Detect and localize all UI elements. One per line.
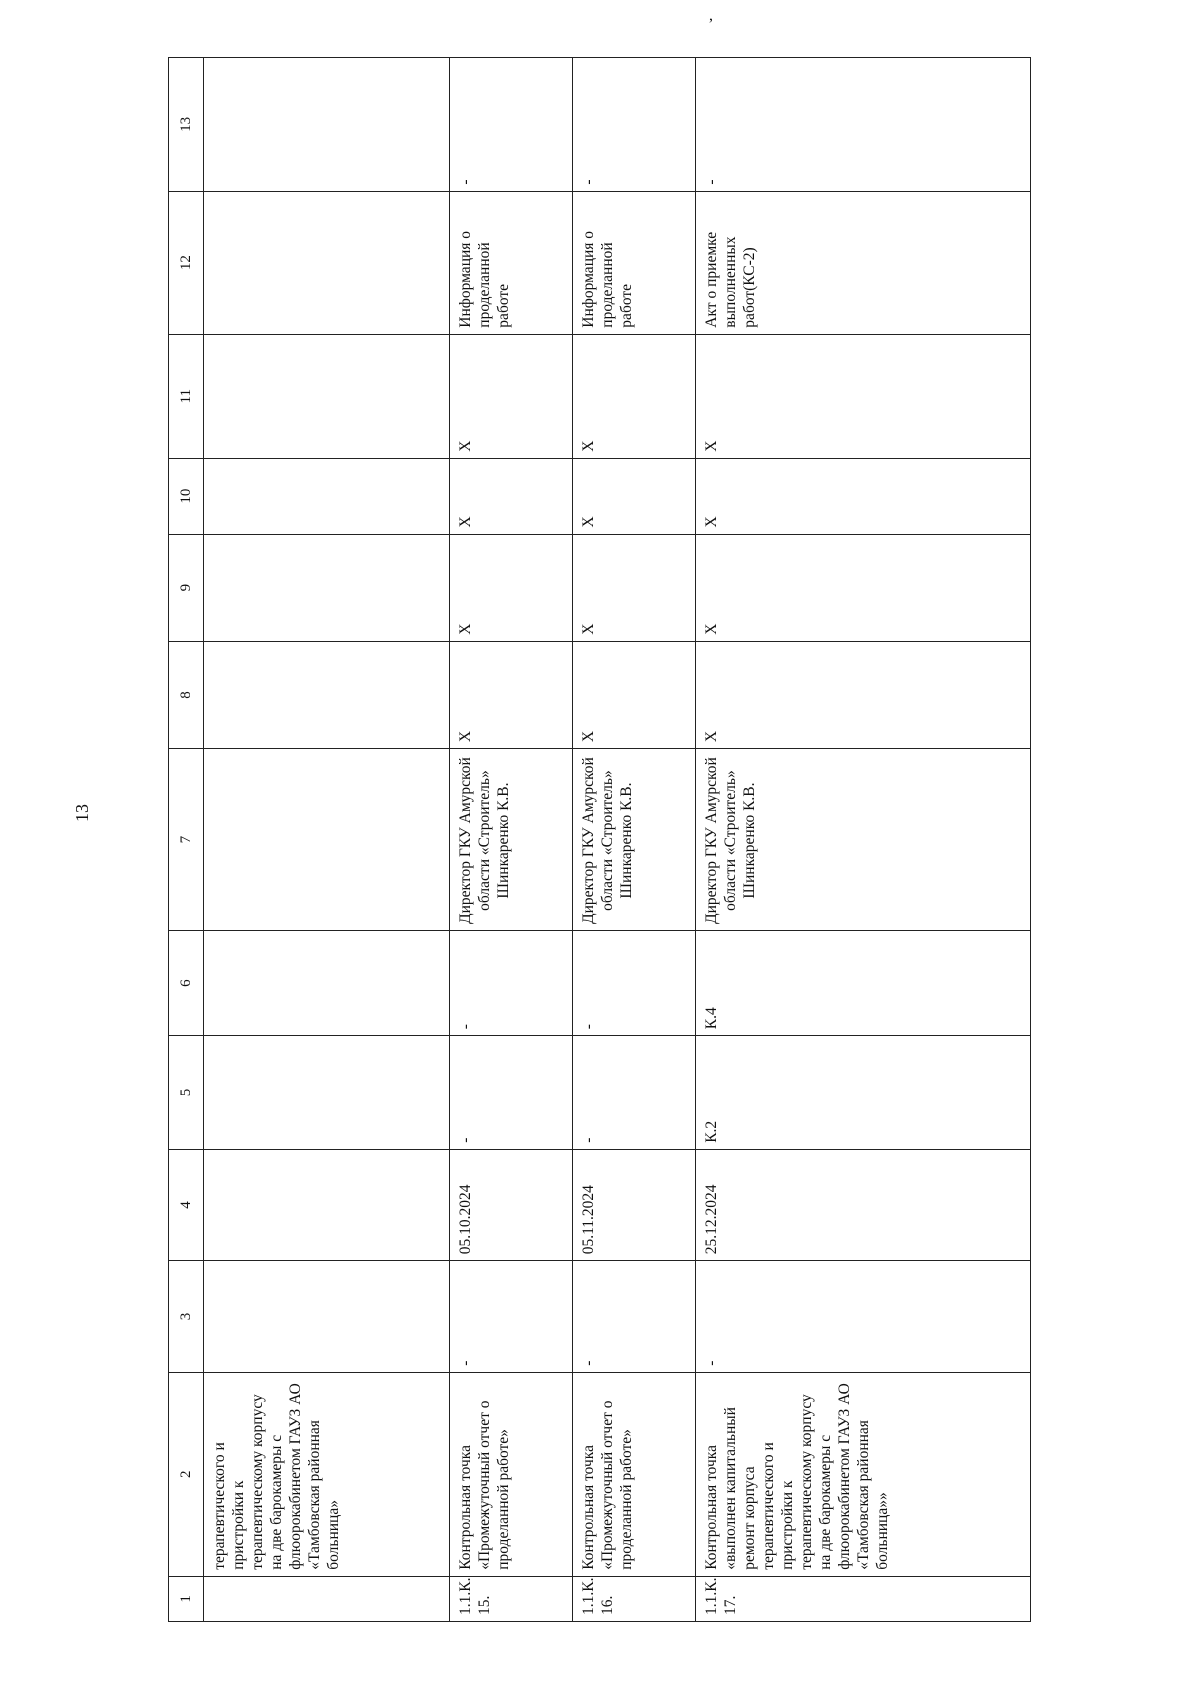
table-cell: - xyxy=(696,1261,1031,1372)
date-cell: 05.11.2024 xyxy=(573,1149,696,1260)
table-cell: X xyxy=(573,641,696,748)
table-cell: - xyxy=(450,931,573,1036)
table-cell: - xyxy=(450,58,573,192)
table-cell: X xyxy=(450,641,573,748)
table-cell: - xyxy=(450,1036,573,1150)
table-cell: X xyxy=(696,641,1031,748)
date-cell: 25.12.2024 xyxy=(696,1149,1031,1260)
header-cell: 5 xyxy=(169,1036,204,1150)
table-cell: - xyxy=(450,1261,573,1372)
table-cell: X xyxy=(696,534,1031,641)
table-row xyxy=(573,58,696,1622)
scan-mark: , xyxy=(709,7,713,24)
header-cell: 9 xyxy=(169,534,204,641)
table-cell: X xyxy=(573,334,696,458)
table-cell xyxy=(204,1261,450,1372)
responsible-cell xyxy=(204,749,450,931)
table-row xyxy=(204,58,450,1622)
table-cell: - xyxy=(573,1261,696,1372)
table-cell: X xyxy=(573,534,696,641)
control-points-table xyxy=(168,57,1031,1622)
table-cell: X xyxy=(450,334,573,458)
row-number-cell xyxy=(204,1576,450,1621)
table-cell: X xyxy=(450,534,573,641)
table-row xyxy=(450,58,573,1622)
table-row xyxy=(696,58,1031,1622)
responsible-cell: Директор ГКУ Амурской области «Строитель» Шинкаренко К.В. xyxy=(573,749,696,931)
table-cell: X xyxy=(696,334,1031,458)
table-cell xyxy=(204,458,450,534)
table-cell xyxy=(204,1036,450,1150)
row-number-cell: 1.1.К. 16. xyxy=(573,1576,696,1621)
description-cell: Контрольная точка «Промежуточный отчет о проделанной работе» xyxy=(573,1372,696,1576)
header-cell: 2 xyxy=(169,1372,204,1576)
table-cell xyxy=(204,58,450,192)
table-cell: X xyxy=(450,458,573,534)
document-cell xyxy=(204,191,450,334)
responsible-cell: Директор ГКУ Амурской области «Строитель» Шинкаренко К.В. xyxy=(696,749,1031,931)
responsible-cell: Директор ГКУ Амурской области «Строитель» Шинкаренко К.В. xyxy=(450,749,573,931)
header-cell: 6 xyxy=(169,931,204,1036)
date-cell: 05.10.2024 xyxy=(450,1149,573,1260)
table-cell: - xyxy=(696,58,1031,192)
row-number-cell: 1.1.К. 15. xyxy=(450,1576,573,1621)
header-cell: 13 xyxy=(169,58,204,192)
header-cell: 4 xyxy=(169,1149,204,1260)
table-cell xyxy=(204,931,450,1036)
header-cell: 1 xyxy=(169,1576,204,1621)
description-cell: Контрольная точка «Промежуточный отчет о проделанной работе» xyxy=(450,1372,573,1576)
header-cell: 8 xyxy=(169,641,204,748)
document-cell: Информация о проделанной работе xyxy=(450,191,573,334)
header-row xyxy=(169,58,204,1622)
table-cell: - xyxy=(573,58,696,192)
table-cell: X xyxy=(573,458,696,534)
table-cell xyxy=(204,641,450,748)
description-cell: терапевтического и пристройки к терапевтическому корпусу на две барокамеры с флюорокабинетом ГАУЗ АО «Тамбовская районная больница» xyxy=(204,1372,450,1576)
page-number: 13 xyxy=(72,804,92,822)
table-cell: - xyxy=(573,931,696,1036)
rotated-table-container xyxy=(168,57,1095,1622)
row-number-cell: 1.1.К. 17. xyxy=(696,1576,1031,1621)
table-cell: К.2 xyxy=(696,1036,1031,1150)
table-cell xyxy=(204,334,450,458)
header-cell: 11 xyxy=(169,334,204,458)
description-cell: Контрольная точка «выполнен капитальный ремонт корпуса терапевтического и пристройки к терапевтическому корпусу на две барокамеры с флюорокабинетом ГАУЗ АО «Тамбовская районная больница»» xyxy=(696,1372,1031,1576)
header-cell: 12 xyxy=(169,191,204,334)
table-frame xyxy=(168,57,1095,1622)
table-cell: - xyxy=(573,1036,696,1150)
document-cell: Акт о приемке выполненных работ(КС-2) xyxy=(696,191,1031,334)
document-cell: Информация о проделанной работе xyxy=(573,191,696,334)
header-cell: 3 xyxy=(169,1261,204,1372)
table-cell xyxy=(204,534,450,641)
table-cell: X xyxy=(696,458,1031,534)
date-cell xyxy=(204,1149,450,1260)
header-cell: 10 xyxy=(169,458,204,534)
header-cell: 7 xyxy=(169,749,204,931)
table-cell: К.4 xyxy=(696,931,1031,1036)
